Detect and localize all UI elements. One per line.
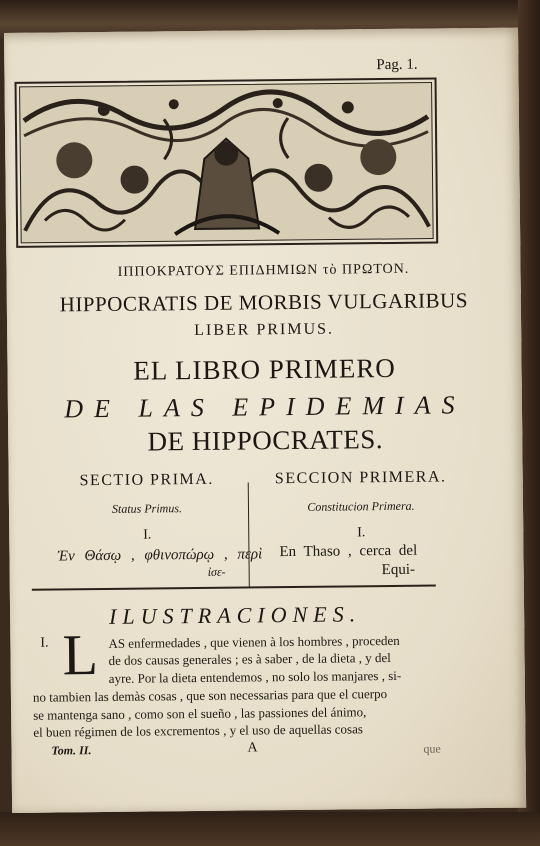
spanish-status-label: Constitucion Primera.	[307, 498, 415, 514]
spanish-text-continuation: Equi-	[381, 561, 416, 579]
ornamental-headpiece-image	[14, 76, 440, 248]
latin-column	[47, 470, 248, 544]
body-text-line: no tambien las demàs cosas , que son necessarias para que el cuerpo	[32, 686, 388, 705]
body-text-line: se mantenga sano , como son el sueño , las passiones del ánimo,	[33, 704, 367, 723]
latin-subtitle: LIBER PRIMUS.	[194, 320, 335, 340]
greek-title: ΙΠΠΟΚΡΑΤΟΥΣ ΕΠΙΔΗΜΙΩΝ τὸ ΠΡΩΤΟΝ.	[117, 261, 410, 280]
page-number: Pag. 1.	[376, 56, 418, 74]
body-text-line: ayre. Por la dieta entendemos , no solo los manjares , si-	[108, 667, 402, 686]
latin-status-label: Status Primus.	[111, 501, 183, 516]
wood-background-bottom	[0, 812, 540, 846]
spanish-title-italic: DE LAS EPIDEMIAS	[64, 390, 466, 424]
greek-text-line: Ἐν Θάσῳ , φθινοπώρῳ , περὶ	[57, 546, 263, 565]
body-text-line: de dos causas generales ; es à saber , de la dieta , y del	[108, 649, 391, 668]
drop-cap-letter: L	[62, 622, 99, 688]
greek-text-continuation: ἰσε-	[207, 564, 226, 579]
illustrations-heading: ILUSTRACIONES.	[108, 601, 362, 629]
horizontal-rule	[32, 585, 436, 591]
spanish-text-line: En Thaso , cerca del	[279, 542, 418, 561]
body-text-line: AS enfermedades , que vienen à los hombres , proceden	[108, 632, 400, 651]
latin-section-heading: SECTIO PRIMA.	[79, 470, 214, 490]
spanish-numeral: I.	[357, 525, 366, 541]
spanish-column	[261, 468, 462, 542]
spanish-title-author: DE HIPPOCRATES.	[147, 424, 384, 457]
latin-numeral: I.	[143, 527, 152, 543]
column-divider	[248, 482, 250, 586]
spanish-title: EL LIBRO PRIMERO	[133, 352, 396, 386]
catchword: que	[423, 741, 441, 756]
book-page	[4, 28, 526, 813]
signature-letter: A	[247, 740, 258, 756]
paragraph-number: I.	[40, 635, 49, 651]
body-text-line: el buen régimen de los excrementos , y el uso de aquellas cosas	[33, 721, 363, 740]
volume-signature: Tom. II.	[51, 743, 92, 758]
latin-title: HIPPOCRATIS DE MORBIS VULGARIBUS	[59, 288, 469, 317]
spanish-section-heading: SECCION PRIMERA.	[274, 468, 447, 488]
